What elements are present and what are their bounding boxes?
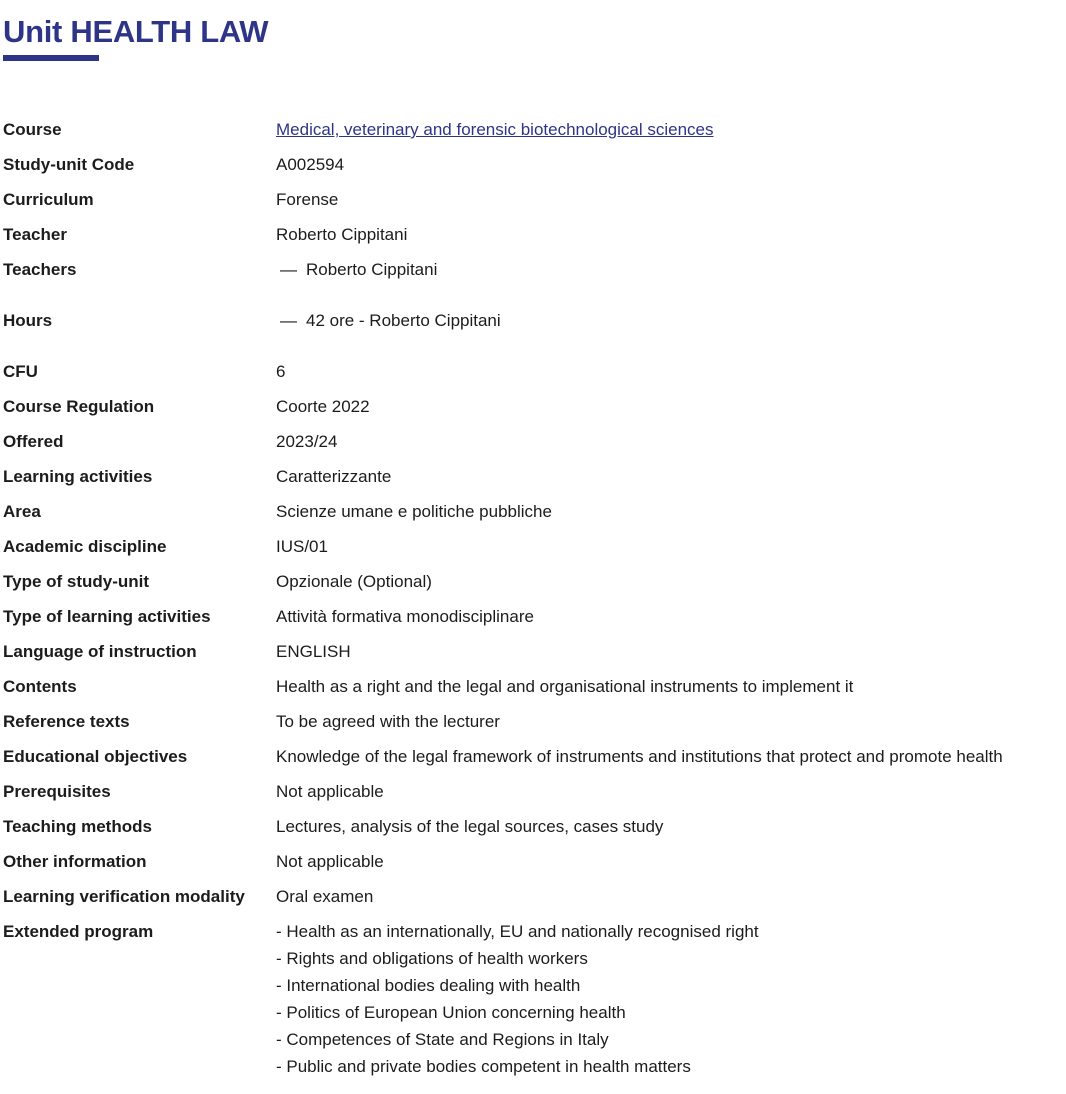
detail-row-type-of-study-unit <box>3 568 1066 595</box>
offered-value: 2023/24 <box>276 432 338 451</box>
page-title: Unit HEALTH LAW <box>3 14 269 49</box>
language-of-instruction-label: Language of instruction <box>3 642 197 661</box>
extended-program-line: - Politics of European Union concerning health <box>276 1003 626 1022</box>
extended-program-line: - International bodies dealing with health <box>276 976 581 995</box>
course-regulation-label: Course Regulation <box>3 397 155 416</box>
course-link[interactable]: Medical, veterinary and forensic biotechnological sciences <box>276 120 714 139</box>
type-of-learning-activities-value: Attività formativa monodisciplinare <box>276 607 534 626</box>
detail-row-teachers <box>3 256 1066 283</box>
detail-row-prerequisites <box>3 778 1066 805</box>
language-of-instruction-value: ENGLISH <box>276 642 351 661</box>
extended-program-line: - Competences of State and Regions in Italy <box>276 1030 609 1049</box>
educational-objectives-label: Educational objectives <box>3 747 188 766</box>
detail-row-learning-activities <box>3 463 1066 490</box>
contents-value: Health as a right and the legal and organisational instruments to implement it <box>276 677 854 696</box>
extended-program-value <box>276 918 1066 1080</box>
teaching-methods-label: Teaching methods <box>3 817 152 836</box>
cfu-label: CFU <box>3 362 38 381</box>
unit-details <box>3 116 1066 1088</box>
course-regulation-value: Coorte 2022 <box>276 397 370 416</box>
course-value <box>276 116 1066 143</box>
reference-texts-label: Reference texts <box>3 712 130 731</box>
type-of-study-unit-value: Opzionale (Optional) <box>276 572 432 591</box>
type-of-learning-activities-label: Type of learning activities <box>3 607 211 626</box>
hours-list-item: 42 ore - Roberto Cippitani <box>306 311 501 330</box>
detail-row-course-regulation <box>3 393 1066 420</box>
teacher-label: Teacher <box>3 225 67 244</box>
area-value: Scienze umane e politiche pubbliche <box>276 502 552 521</box>
teachers-list-item: Roberto Cippitani <box>306 260 438 279</box>
hours-value <box>276 307 1066 334</box>
curriculum-value: Forense <box>276 190 339 209</box>
learning-activities-value: Caratterizzante <box>276 467 392 486</box>
detail-row-offered <box>3 428 1066 455</box>
curriculum-label: Curriculum <box>3 190 94 209</box>
type-of-study-unit-label: Type of study-unit <box>3 572 150 591</box>
hours-label: Hours <box>3 311 53 330</box>
detail-row-hours <box>3 307 1066 334</box>
prerequisites-value: Not applicable <box>276 782 384 801</box>
extended-program-line: - Public and private bodies competent in health matters <box>276 1057 691 1076</box>
teacher-value: Roberto Cippitani <box>276 225 408 244</box>
contents-label: Contents <box>3 677 77 696</box>
detail-row-area <box>3 498 1066 525</box>
prerequisites-label: Prerequisites <box>3 782 111 801</box>
extended-program-label: Extended program <box>3 922 154 941</box>
other-information-label: Other information <box>3 852 147 871</box>
detail-row-curriculum <box>3 186 1066 213</box>
reference-texts-value: To be agreed with the lecturer <box>276 712 500 731</box>
teachers-value <box>276 256 1066 283</box>
detail-row-other-information <box>3 848 1066 875</box>
academic-discipline-value: IUS/01 <box>276 537 328 556</box>
course-label: Course <box>3 120 62 139</box>
detail-row-educational-objectives <box>3 743 1066 770</box>
detail-row-teaching-methods <box>3 813 1066 840</box>
study-unit-code-value: A002594 <box>276 155 345 174</box>
detail-row-cfu <box>3 358 1066 385</box>
extended-program-line: - Health as an internationally, EU and nationally recognised right <box>276 922 759 941</box>
detail-row-language-of-instruction <box>3 638 1066 665</box>
detail-row-learning-verification-modality <box>3 883 1066 910</box>
other-information-value: Not applicable <box>276 852 384 871</box>
study-unit-code-label: Study-unit Code <box>3 155 135 174</box>
detail-row-academic-discipline <box>3 533 1066 560</box>
academic-discipline-label: Academic discipline <box>3 537 167 556</box>
extended-program-line: - Rights and obligations of health workers <box>276 949 588 968</box>
detail-row-contents <box>3 673 1066 700</box>
hours-dash: — <box>280 311 297 330</box>
detail-row-course <box>3 116 1066 143</box>
learning-verification-modality-value: Oral examen <box>276 887 374 906</box>
teaching-methods-value: Lectures, analysis of the legal sources, cases study <box>276 817 664 836</box>
detail-row-study-unit-code <box>3 151 1066 178</box>
cfu-value: 6 <box>276 362 286 381</box>
area-label: Area <box>3 502 41 521</box>
offered-label: Offered <box>3 432 64 451</box>
detail-row-reference-texts <box>3 708 1066 735</box>
title-underline <box>3 55 99 61</box>
teachers-label: Teachers <box>3 260 77 279</box>
detail-row-teacher <box>3 221 1066 248</box>
detail-row-extended-program <box>3 918 1066 1080</box>
educational-objectives-value: Knowledge of the legal framework of instruments and institutions that protect and promote health <box>276 747 1003 766</box>
teachers-dash: — <box>280 260 297 279</box>
learning-activities-label: Learning activities <box>3 467 153 486</box>
detail-row-type-of-learning-activities <box>3 603 1066 630</box>
learning-verification-modality-label: Learning verification modality <box>3 887 245 906</box>
